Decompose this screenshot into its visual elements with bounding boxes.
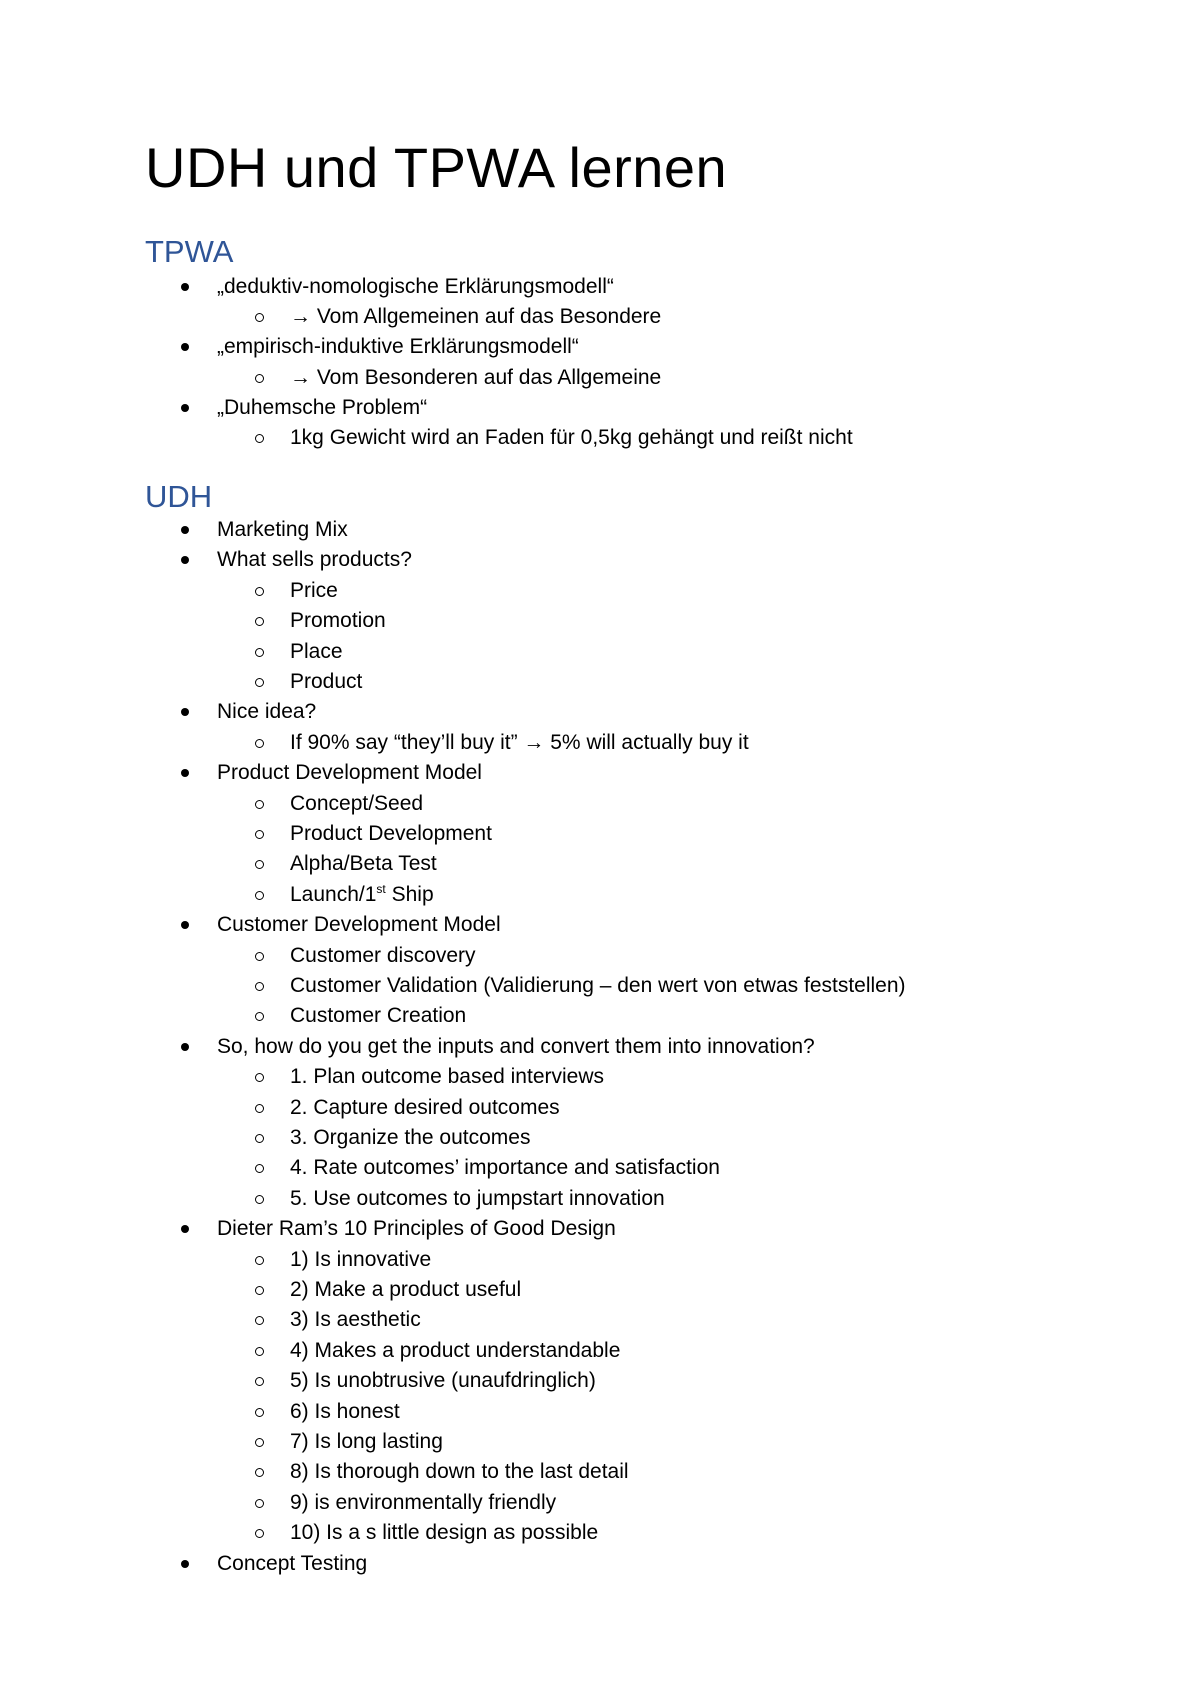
bullet-icon: [181, 1043, 189, 1051]
list-item-text: 1. Plan outcome based interviews: [290, 1065, 605, 1089]
list-item-text: „deduktiv-nomologische Erklärungsmodell“: [217, 275, 614, 298]
list-item-text: Customer Development Model: [217, 913, 501, 937]
circle-bullet-icon: [255, 434, 264, 443]
list-item-text: Product Development: [290, 822, 492, 845]
list-item-text: 1) Is innovative: [290, 1247, 432, 1271]
list-item-text: 4) Makes a product understandable: [290, 1338, 621, 1362]
circle-bullet-icon: [255, 678, 264, 687]
list-item-text: „Duhemsche Problem“: [217, 395, 428, 419]
circle-bullet-icon: [255, 1104, 264, 1113]
list-item-text: 3. Organize the outcomes: [290, 1126, 531, 1149]
list-item-text: 5) Is unobtrusive (unaufdringlich): [290, 1369, 596, 1393]
list-item-text: Launch/1st Ship: [290, 881, 434, 906]
bullet-icon: [181, 1560, 189, 1568]
list-item-text: Customer discovery: [290, 943, 476, 967]
list-item-text: Nice idea?: [217, 700, 317, 724]
list-item-text: Price: [290, 578, 338, 602]
circle-bullet-icon: [255, 648, 264, 657]
circle-bullet-icon: [255, 1134, 264, 1143]
section-heading-udh: UDH: [145, 479, 213, 514]
list-item-text: 2) Make a product useful: [290, 1278, 522, 1301]
bullet-icon: [181, 1225, 189, 1233]
circle-bullet-icon: [255, 1408, 264, 1417]
circle-bullet-icon: [255, 1468, 264, 1477]
circle-bullet-icon: [255, 830, 264, 839]
circle-bullet-icon: [255, 1073, 264, 1082]
circle-bullet-icon: [255, 739, 264, 748]
list-item-text: Product: [290, 670, 363, 693]
circle-bullet-icon: [255, 617, 264, 626]
circle-bullet-icon: [255, 952, 264, 961]
circle-bullet-icon: [255, 800, 264, 809]
bullet-icon: [181, 556, 189, 564]
list-item-text: 8) Is thorough down to the last detail: [290, 1460, 629, 1484]
list-item-text: Alpha/Beta Test: [290, 852, 437, 876]
bullet-icon: [181, 921, 189, 929]
circle-bullet-icon: [255, 860, 264, 869]
list-item-text: So, how do you get the inputs and convert them into innovation?: [217, 1034, 815, 1058]
list-item-text: „empirisch-induktive Erklärungsmodell“: [217, 335, 579, 359]
list-item-text: Place: [290, 639, 343, 663]
circle-bullet-icon: [255, 1377, 264, 1386]
circle-bullet-icon: [255, 1286, 264, 1295]
circle-bullet-icon: [255, 1499, 264, 1508]
list-item-text: → Vom Besonderen auf das Allgemeine: [290, 365, 662, 389]
section-heading-tpwa: TPWA: [145, 234, 234, 269]
bullet-icon: [181, 343, 189, 351]
circle-bullet-icon: [255, 587, 264, 596]
bullet-icon: [181, 283, 189, 291]
circle-bullet-icon: [255, 1316, 264, 1325]
circle-bullet-icon: [255, 1164, 264, 1173]
list-item-text: What sells products?: [217, 548, 412, 572]
bullet-icon: [181, 526, 189, 534]
list-item-text: 4. Rate outcomes’ importance and satisfaction: [290, 1156, 720, 1180]
list-item-text: 2. Capture desired outcomes: [290, 1095, 560, 1119]
list-item-text: 10) Is a s little design as possible: [290, 1521, 599, 1545]
list-item-text: Concept Testing: [217, 1551, 368, 1575]
list-item-text: 1kg Gewicht wird an Faden für 0,5kg gehängt und reißt nicht: [290, 426, 853, 450]
list-item-text: 9) is environmentally friendly: [290, 1490, 557, 1514]
list-item-text: Dieter Ram’s 10 Principles of Good Design: [217, 1217, 616, 1241]
circle-bullet-icon: [255, 1195, 264, 1204]
list-item-text: → Vom Allgemeinen auf das Besondere: [290, 305, 662, 329]
circle-bullet-icon: [255, 374, 264, 383]
bullet-icon: [181, 708, 189, 716]
circle-bullet-icon: [255, 1012, 264, 1021]
circle-bullet-icon: [255, 891, 264, 900]
circle-bullet-icon: [255, 1347, 264, 1356]
bullet-icon: [181, 769, 189, 777]
list-item-text: Promotion: [290, 609, 386, 633]
circle-bullet-icon: [255, 1529, 264, 1538]
list-item-text: If 90% say “they’ll buy it” → 5% will actually buy it: [290, 730, 749, 754]
list-item-text: Concept/Seed: [290, 791, 424, 815]
bullet-icon: [181, 404, 189, 412]
circle-bullet-icon: [255, 982, 264, 991]
list-item-text: Product Development Model: [217, 761, 482, 785]
list-item-text: 5. Use outcomes to jumpstart innovation: [290, 1186, 665, 1210]
list-item-text: Marketing Mix: [217, 518, 348, 541]
document-title: UDH und TPWA lernen: [145, 136, 728, 199]
list-item-text: Customer Validation (Validierung – den wert von etwas feststellen): [290, 974, 906, 997]
list-item-text: 7) Is long lasting: [290, 1430, 443, 1453]
list-item-text: 6) Is honest: [290, 1399, 400, 1423]
circle-bullet-icon: [255, 1438, 264, 1447]
circle-bullet-icon: [255, 1256, 264, 1265]
list-item-text: Customer Creation: [290, 1004, 467, 1028]
circle-bullet-icon: [255, 313, 264, 322]
list-item-text: 3) Is aesthetic: [290, 1308, 421, 1332]
